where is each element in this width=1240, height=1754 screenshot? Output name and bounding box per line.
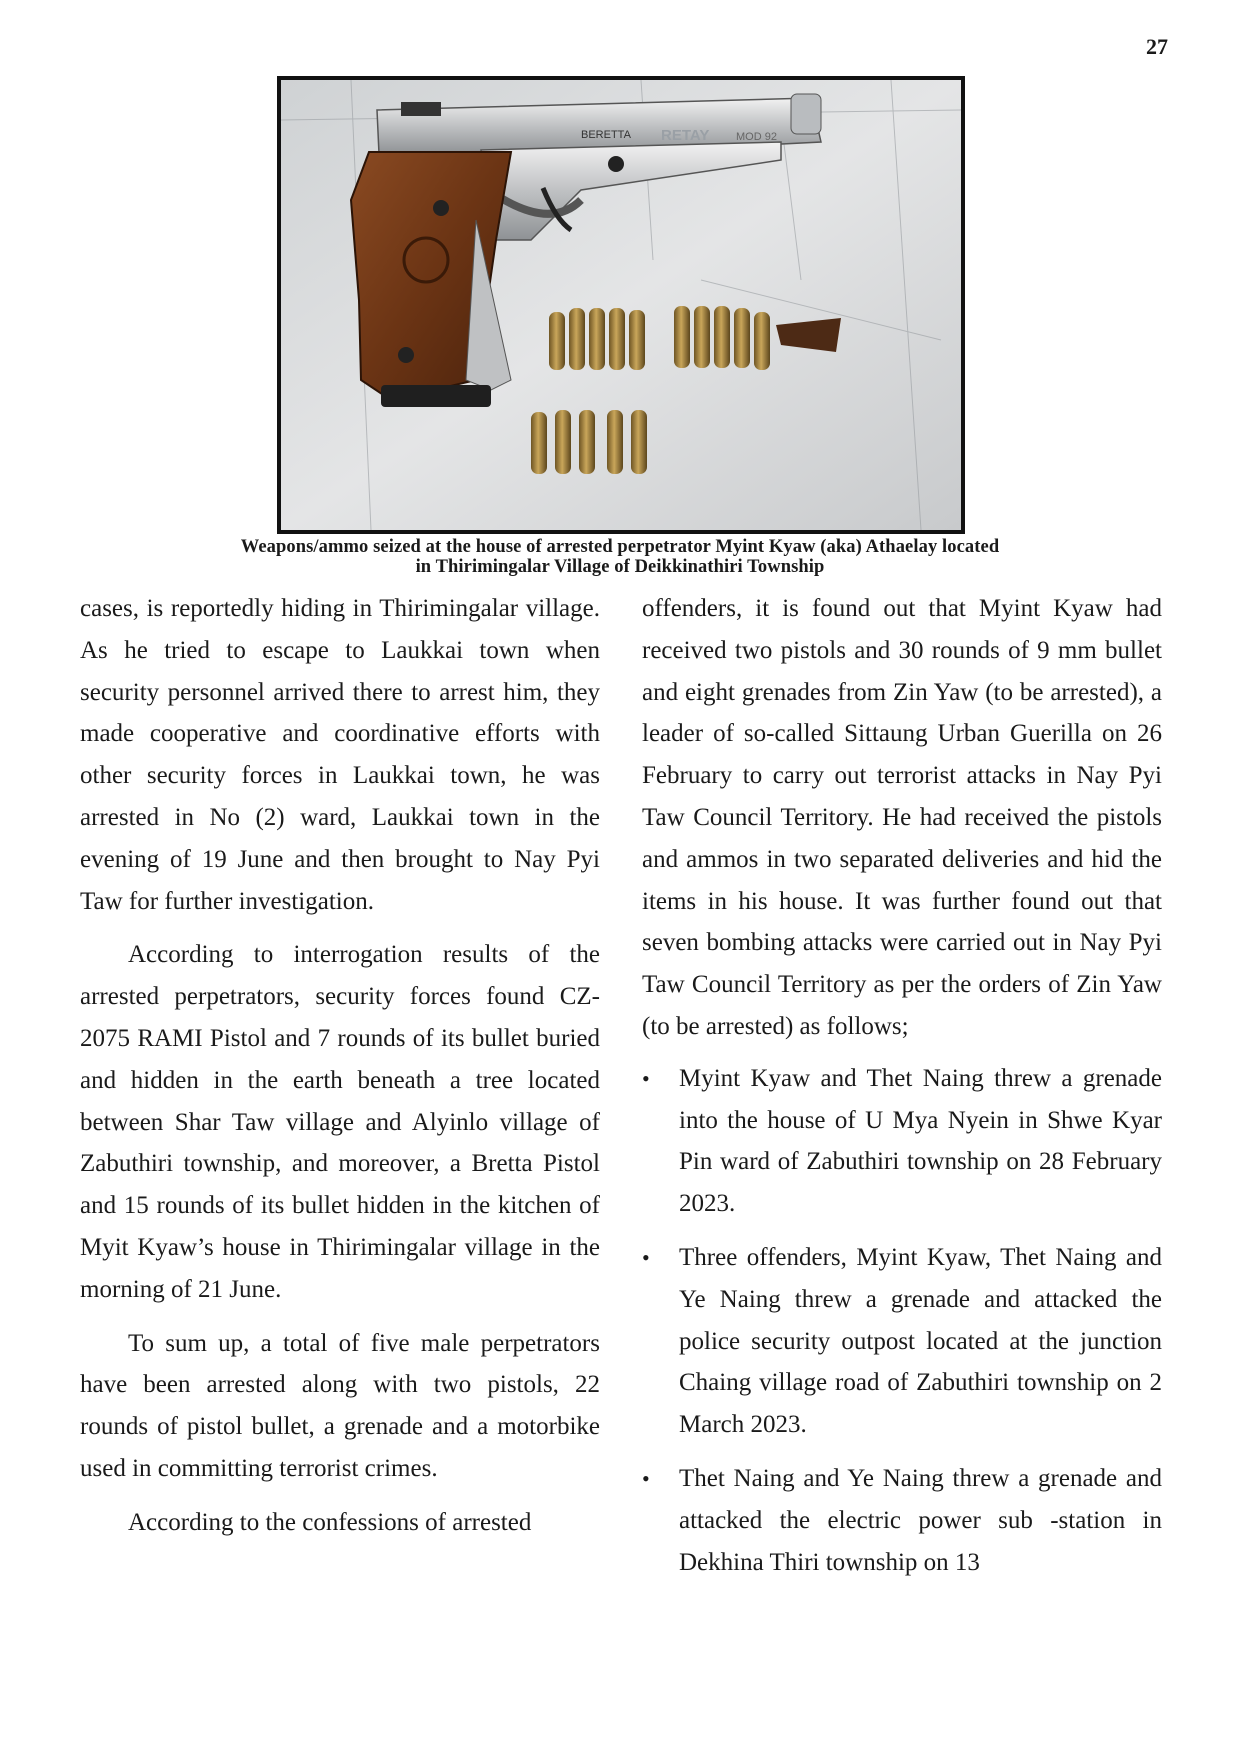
model-engraving: MOD 92: [736, 131, 777, 143]
seized-weapons-photo: [277, 76, 965, 534]
caption-line-2: in Thirimingalar Village of Deikkinathiri Township: [415, 557, 825, 577]
brand-engraving: BERETTA: [581, 129, 631, 141]
right-column: [642, 588, 1162, 1595]
pistol-and-ammo-image: [281, 80, 961, 530]
bullet-group-2: [674, 306, 770, 370]
list-item-text: Three offenders, Myint Kyaw, Thet Naing and Ye Naing threw a grenade and attacked the police security outpost located at the junction Chaing village road of Zabuthiri township on 2 March 2023.: [679, 1243, 1162, 1439]
paragraph: To sum up, a total of five male perpetrators have been arrested along with two pistols, 22 rounds of pistol bullet, a grenade and a motorbike used in committing terrorist crimes.: [80, 1329, 600, 1482]
figure-caption: [150, 537, 1090, 577]
paragraph: According to the confessions of arrested: [128, 1508, 532, 1536]
retay-engraving: RETAY: [661, 127, 710, 144]
list-item-text: Myint Kyaw and Thet Naing threw a grenade into the house of U Mya Nyein in Shwe Kyar Pin ward of Zabuthiri township on 28 February 2023.: [679, 1064, 1162, 1218]
bullet-group-1: [549, 308, 645, 370]
list-item: [642, 1058, 1162, 1225]
list-item: [642, 1237, 1162, 1446]
list-item-text: Thet Naing and Ye Naing threw a grenade and attacked the electric power sub -station in Dekhina Thiri township on 13: [679, 1464, 1162, 1576]
bullet-icon: •: [642, 1065, 650, 1091]
bullet-list: [642, 1058, 1162, 1584]
list-item: [642, 1458, 1162, 1583]
caption-line-1: Weapons/ammo seized at the house of arrested perpetrator Myint Kyaw (aka) Athaelay located: [240, 537, 1000, 557]
paragraph: offenders, it is found out that Myint Kyaw had received two pistols and 30 rounds of 9 mm bullet and eight grenades from Zin Yaw (to be arrested), a leader of so-called Sittaung Urban Guerilla on 26 February to carry out terrorist attacks in Nay Pyi Taw Council Territory. He had received the pistols and ammos in two separated deliveries and hid the items in his house. It was further found out that seven bombing attacks were carried out in Nay Pyi Taw Council Territory as per the orders of Zin Yaw (to be arrested) as follows;: [642, 595, 1162, 1040]
bullet-icon: •: [642, 1244, 650, 1270]
bullet-icon: •: [642, 1465, 650, 1491]
left-column: [80, 588, 600, 1544]
paragraph: cases, is reportedly hiding in Thirimingalar village. As he tried to escape to Laukkai town when security personnel arrived there to arrest him, they made cooperative and coordinative efforts with other security forces in Laukkai town, he was arrested in No (2) ward, Laukkai town in the evening of 19 June and then brought to Nay Pyi Taw for further investigation.: [80, 595, 600, 915]
page-number: 27: [1146, 34, 1168, 59]
paragraph: According to interrogation results of the arrested perpetrators, security forces found CZ-2075 RAMI Pistol and 7 rounds of its bullet buried and hidden in the earth beneath a tree located between Shar Taw village and Alyinlo village of Zabuthiri township, and moreover, a Bretta Pistol and 15 rounds of its bullet hidden in the kitchen of Myit Kyaw’s house in Thirimingalar village in the morning of 21 June.: [80, 941, 600, 1303]
